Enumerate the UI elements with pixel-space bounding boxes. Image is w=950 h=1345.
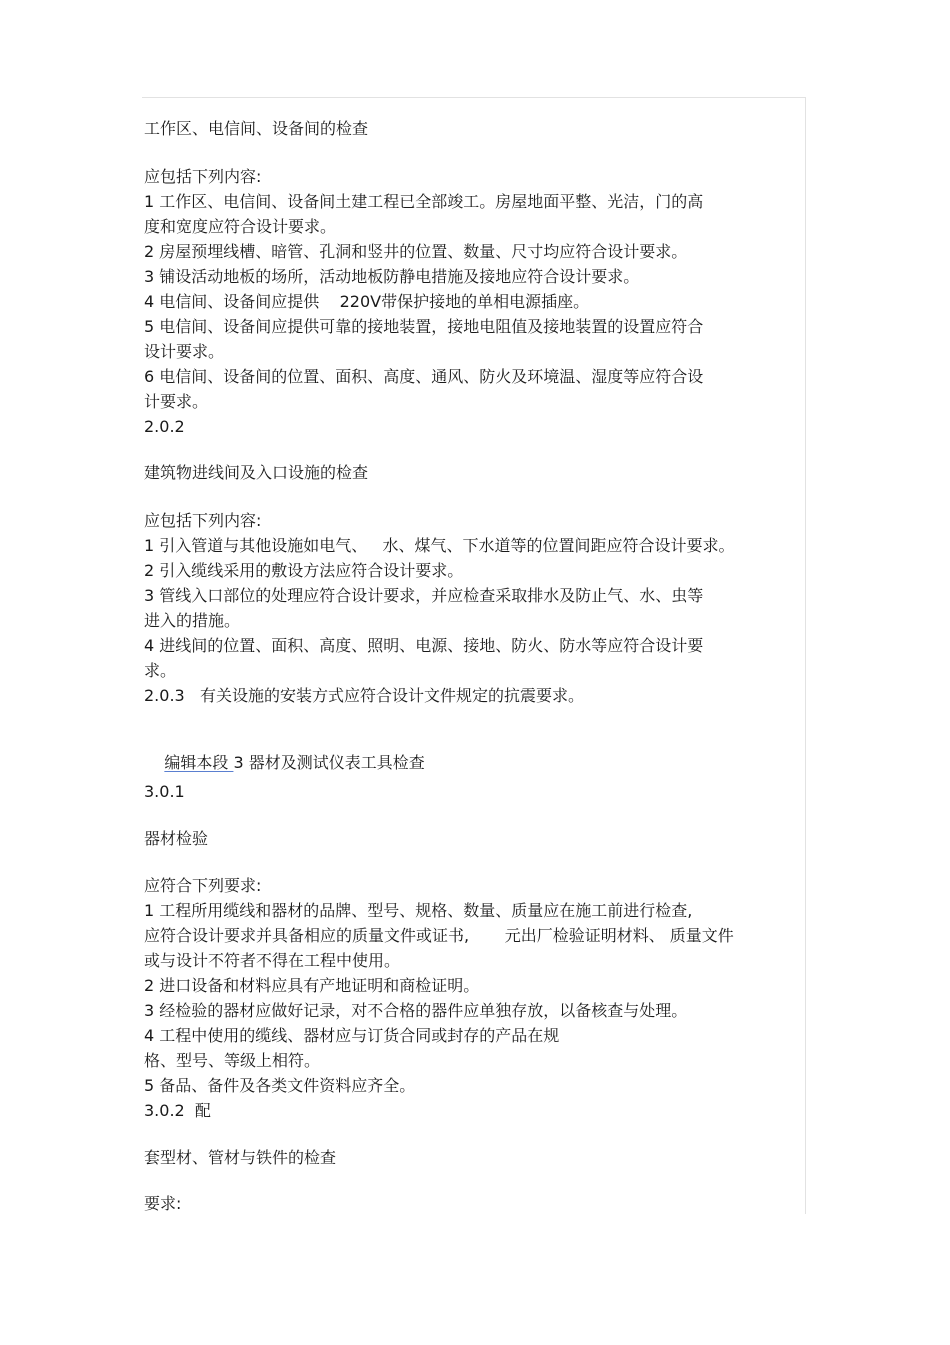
text-line: 1 工作区、电信间、设备间土建工程已全部竣工。房屋地面平整、光洁，门的高	[144, 192, 704, 211]
heading-profile-pipe-check: 套型材、管材与铁件的检查	[144, 1148, 337, 1167]
text-line: 格、型号、等级上相符。	[144, 1051, 321, 1070]
text-line: 4 工程中使用的缆线、器材应与订货合同或封存的产品在规	[144, 1026, 560, 1045]
text-line: 进入的措施。	[144, 611, 241, 630]
text-line: 5 备品、备件及各类文件资料应齐全。	[144, 1076, 416, 1095]
clause-number: 2.0.2	[144, 417, 185, 436]
text-line: 设计要求。	[144, 342, 225, 361]
heading-material-inspection: 器材检验	[144, 829, 209, 848]
text-line: 3 铺设活动地板的场所，活动地板防静电措施及接地应符合设计要求。	[144, 267, 640, 286]
text-line: 2 进口设备和材料应具有产地证明和商检证明。	[144, 976, 480, 995]
text-line: 5 电信间、设备间应提供可靠的接地装置，接地电阻值及接地装置的设置应符合	[144, 317, 704, 336]
clause-number: 3.0.1	[144, 782, 185, 801]
text-line: 3 经检验的器材应做好记录，对不合格的器件应单独存放，以备核查与处理。	[144, 1001, 688, 1020]
section-title: 3 器材及测试仪表工具检查	[233, 753, 425, 772]
clause-3-0-2: 3.0.2 配	[144, 1101, 211, 1120]
text-line: 1 引入管道与其他设施如电气、 水、煤气、下水道等的位置间距应符合设计要求。	[144, 536, 735, 555]
text-line: 应符合设计要求并具备相应的质量文件或证书, 元出厂检验证明材料、 质量文件	[144, 926, 734, 945]
text-line: 应包括下列内容:	[144, 511, 262, 530]
text-line: 或与设计不符者不得在工程中使用。	[144, 951, 401, 970]
heading-work-area-check: 工作区、电信间、设备间的检查	[144, 119, 369, 138]
text-line: 2 房屋预埋线槽、暗管、孔洞和竖井的位置、数量、尺寸均应符合设计要求。	[144, 242, 688, 261]
text-line: 6 电信间、设备间的位置、面积、高度、通风、防火及环境温、湿度等应符合设	[144, 367, 704, 386]
text-line: 4 电信间、设备间应提供 220V带保护接地的单相电源插座。	[144, 292, 590, 311]
clause-2-0-3: 2.0.3 有关设施的安装方式应符合设计文件规定的抗震要求。	[144, 686, 584, 705]
text-line: 计要求。	[144, 392, 209, 411]
text-line: 要求:	[144, 1194, 182, 1213]
text-line: 4 进线间的位置、面积、高度、照明、电源、接地、防火、防水等应符合设计要	[144, 636, 704, 655]
text-line: 求。	[144, 661, 177, 680]
text-line: 2 引入缆线采用的敷设方法应符合设计要求。	[144, 561, 464, 580]
edit-section-link[interactable]: 编辑本段	[164, 753, 234, 772]
section-heading	[144, 733, 425, 793]
text-line: 度和宽度应符合设计要求。	[144, 217, 337, 236]
text-line: 1 工程所用缆线和器材的品牌、型号、规格、数量、质量应在施工前进行检查,	[144, 901, 693, 920]
text-line: 应符合下列要求:	[144, 876, 262, 895]
text-line: 应包括下列内容:	[144, 167, 262, 186]
heading-entrance-facility-check: 建筑物进线间及入口设施的检查	[144, 463, 369, 482]
text-line: 3 管线入口部位的处理应符合设计要求，并应检查采取排水及防止气、水、虫等	[144, 586, 704, 605]
